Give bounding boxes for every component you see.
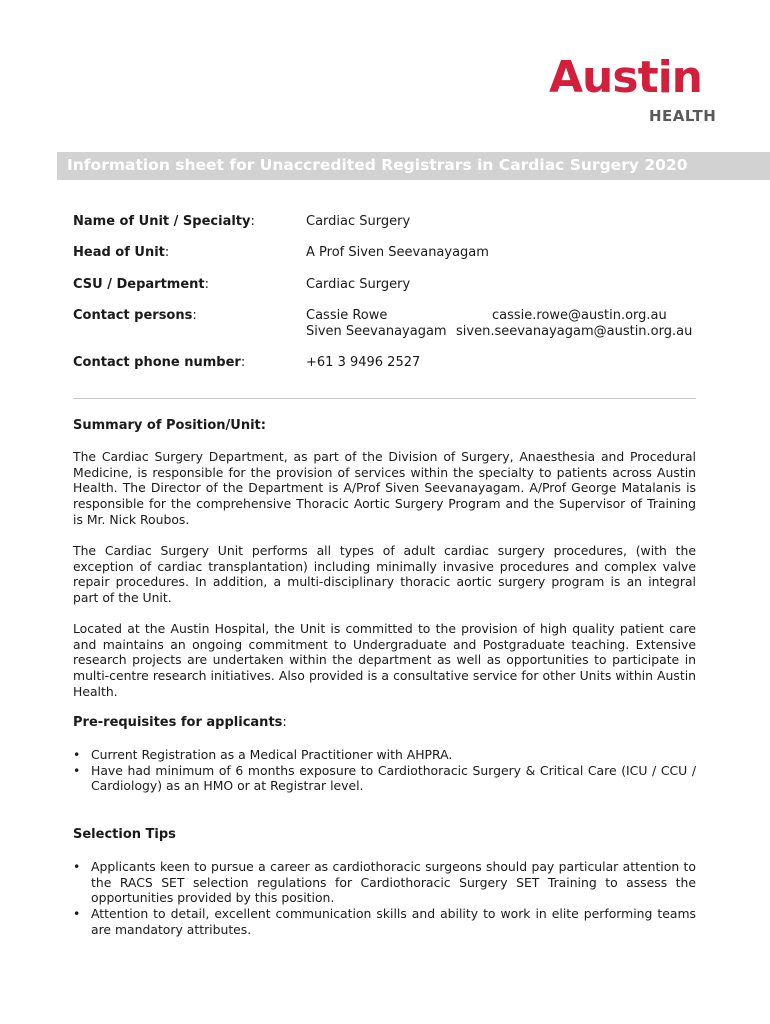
- list-item: [73, 747, 696, 763]
- bullet-icon: •: [73, 906, 81, 922]
- list-item: [73, 763, 696, 794]
- contacts-label: Contact persons: [73, 308, 193, 323]
- prereq-heading: Pre-requisites for applicants:: [73, 715, 287, 730]
- contact-email-1[interactable]: cassie.rowe@austin.org.au: [492, 308, 667, 323]
- tips-list: [73, 859, 696, 938]
- phone-label: Contact phone number: [73, 355, 241, 370]
- prereq-heading-text: Pre-requisites for applicants: [73, 715, 283, 730]
- logo-wordmark: Austin: [549, 52, 703, 103]
- summary-paragraph-2: The Cardiac Surgery Unit performs all types of adult cardiac surgery procedures, (with the exception of cardiac transplantation) including minimally invasive procedures and complex valve repair procedures. In addition, a multi-disciplinary thoracic aortic surgery program is an integral part of the Unit.: [73, 543, 696, 606]
- summary-paragraph-1: The Cardiac Surgery Department, as part of the Division of Surgery, Anaesthesia and Procedural Medicine, is responsible for the provision of services within the specialty to patients across Austin Health. The Director of the Department is A/Prof Siven Seevanayagam. A/Prof George Matalanis is responsible for the comprehensive Thoracic Aortic Surgery Program and the Supervisor of Training is Mr. Nick Roubos.: [73, 449, 696, 527]
- contact-name-2: Siven Seevanayagam: [306, 324, 447, 339]
- head-value: A Prof Siven Seevanayagam: [306, 245, 489, 260]
- list-item: [73, 906, 696, 937]
- page-title: Information sheet for Unaccredited Registrars in Cardiac Surgery 2020: [67, 156, 688, 174]
- detail-row-unit: Name of Unit / Specialty:: [73, 214, 255, 229]
- prereq-item-1: Current Registration as a Medical Practitioner with AHPRA.: [91, 747, 453, 762]
- summary-paragraph-3: Located at the Austin Hospital, the Unit is committed to the provision of high quality patient care and maintains an ongoing commitment to Undergraduate and Postgraduate teaching. Extensive research projects are undertaken within the department as well as opportunities to participate in multi-centre research initiatives. Also provided is a consultative service for other Units within Austin Health.: [73, 621, 696, 699]
- title-banner: [57, 152, 770, 180]
- unit-label: Name of Unit / Specialty: [73, 214, 251, 229]
- csu-value: Cardiac Surgery: [306, 277, 411, 292]
- phone-value: +61 3 9496 2527: [306, 355, 421, 370]
- unit-value: Cardiac Surgery: [306, 214, 411, 229]
- detail-row-contacts: Contact persons:: [73, 308, 197, 323]
- summary-heading: Summary of Position/Unit:: [73, 418, 266, 433]
- detail-row-csu: CSU / Department:: [73, 277, 210, 292]
- prereq-item-2: Have had minimum of 6 months exposure to Cardiothoracic Surgery & Critical Care (ICU / CCU / Cardiology) as an HMO or at Registrar level.: [91, 762, 696, 794]
- head-label: Head of Unit: [73, 245, 165, 260]
- prereq-list: [73, 747, 696, 794]
- detail-row-head: Head of Unit:: [73, 245, 170, 260]
- tips-heading: Selection Tips: [73, 827, 176, 842]
- austin-health-logo: [545, 52, 717, 125]
- bullet-icon: •: [73, 747, 81, 762]
- list-item: [73, 859, 696, 906]
- logo-subtitle: HEALTH: [649, 107, 717, 125]
- tips-item-2: Attention to detail, excellent communication skills and ability to work in elite performing teams are mandatory attributes.: [91, 906, 696, 937]
- contact-name-1: Cassie Rowe: [306, 308, 388, 323]
- bullet-icon: •: [73, 859, 81, 874]
- contact-email-2[interactable]: siven.seevanayagam@austin.org.au: [456, 324, 693, 339]
- csu-label: CSU / Department: [73, 277, 205, 292]
- section-divider: [73, 398, 696, 399]
- bullet-icon: •: [73, 762, 81, 778]
- detail-row-phone: Contact phone number:: [73, 355, 246, 370]
- tips-item-1: Applicants keen to pursue a career as cardiothoracic surgeons should pay particular attention to the RACS SET selection regulations for Cardiothoracic Surgery SET Training to assess the opportunities provided by this position.: [91, 859, 696, 906]
